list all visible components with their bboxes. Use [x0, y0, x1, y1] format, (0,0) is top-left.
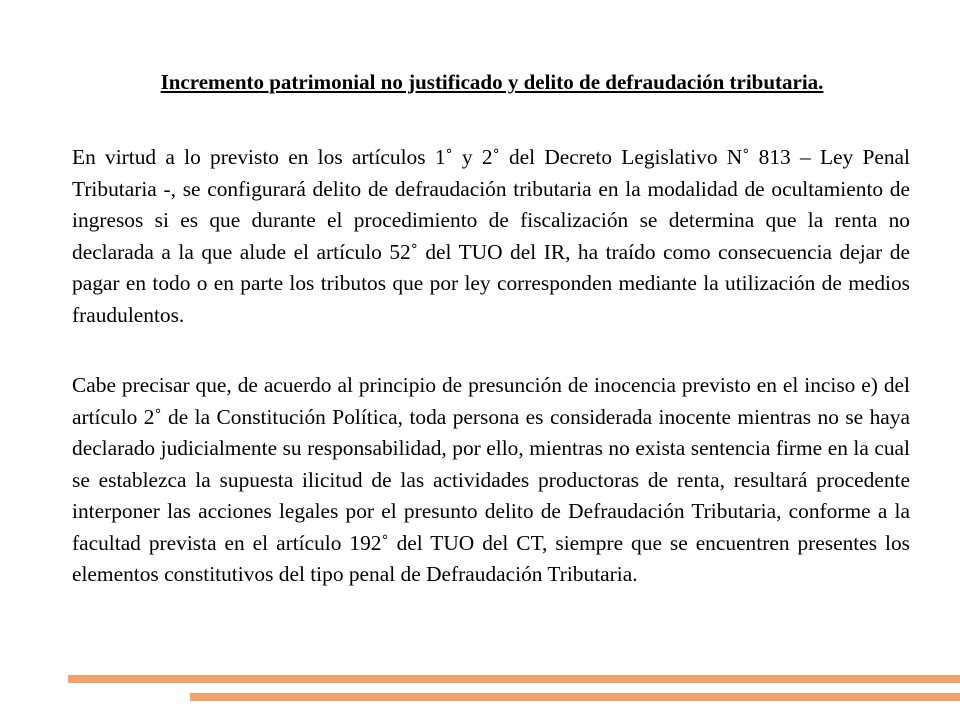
- document-title: Incremento patrimonial no justificado y delito de defraudación tributaria.: [160, 70, 824, 94]
- footer-accent-bar-top: [68, 675, 960, 683]
- paragraph-2: Cabe precisar que, de acuerdo al principio de presunción de inocencia previsto en el inciso e) del artículo 2˚ de la Constitución Política, toda persona es considerada inocente mientras no se haya declarado judicialmente su responsabilidad, por ello, mientras no exista sentencia firme en la cual se establezca la supuesta ilicitud de las actividades productoras de renta, resultará procedente interponer las acciones legales por el presunto delito de Defraudación Tributaria, conforme a la facultad prevista en el artículo 192˚ del TUO del CT, siempre que se encuentren presentes los elementos constitutivos del tipo penal de Defraudación Tributaria.: [72, 373, 910, 586]
- footer-accent-bar-bottom: [190, 693, 960, 701]
- paragraph-1: En virtud a lo previsto en los artículos 1˚ y 2˚ del Decreto Legislativo N˚ 813 – Ley Penal Tributaria -, se configurará delito de defraudación tributaria en la modalidad de ocultamiento de ingresos si es que durante el procedimiento de fiscalización se determina que la renta no declarada a la que alude el artículo 52˚ del TUO del IR, ha traído como consecuencia dejar de pagar en todo o en parte los tributos que por ley corresponden mediante la utilización de medios fraudulentos.: [72, 145, 910, 327]
